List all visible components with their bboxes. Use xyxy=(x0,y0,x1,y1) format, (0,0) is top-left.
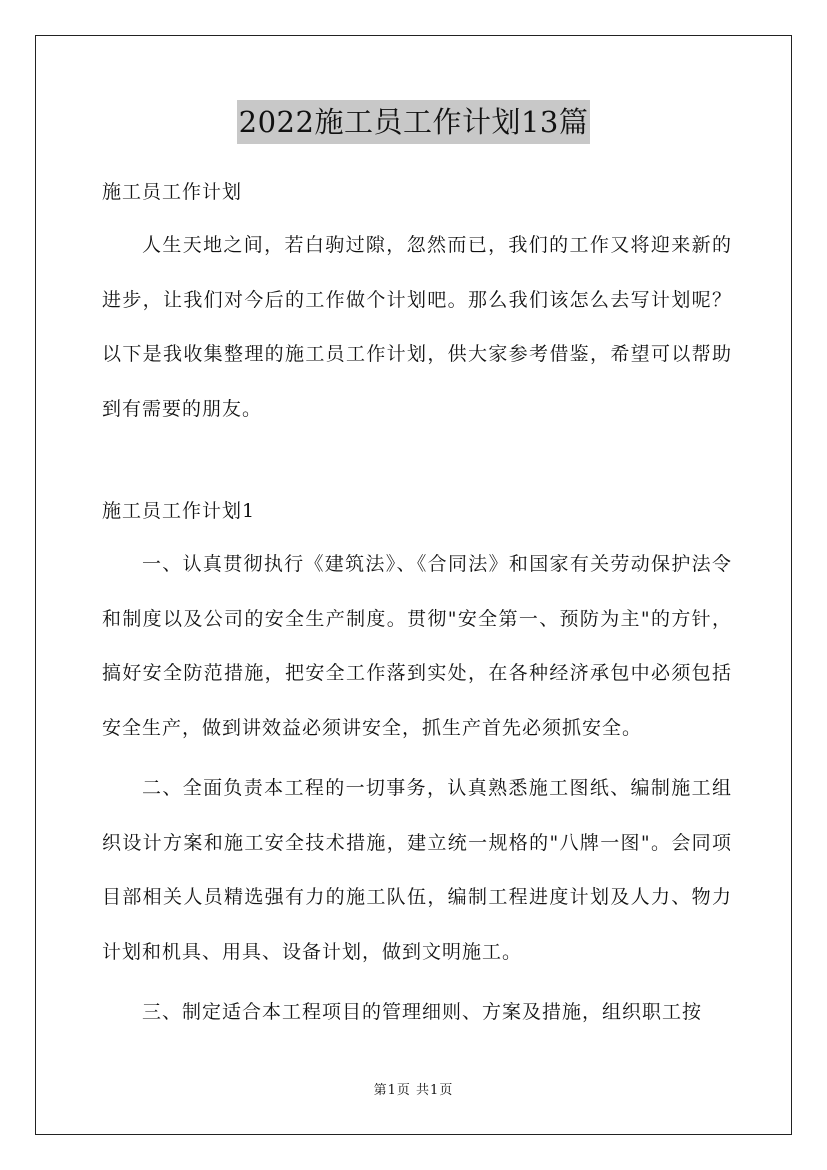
paragraph-2: 二、全面负责本工程的一切事务，认真熟悉施工图纸、编制施工组织设计方案和施工安全技术措施，建立统一规格的"八牌一图"。会同项目部相关人员精选强有力的施工队伍，编制工程进度计划及人力、物力计划和机具、用具、设备计划，做到文明施工。 xyxy=(102,777,732,963)
section-heading-intro: 施工员工作计划 xyxy=(102,181,243,203)
section-heading-1: 施工员工作计划1 xyxy=(102,500,256,522)
paragraph-3: 三、制定适合本工程项目的管理细则、方案及措施，组织职工按 xyxy=(142,1001,703,1023)
paragraph-1: 一、认真贯彻执行《建筑法》、《合同法》和国家有关劳动保护法令和制度以及公司的安全生产制度。贯彻"安全第一、预防为主"的方针，搞好安全防范措施，把安全工作落到实处，在各种经济承包中必须包括安全生产，做到讲效益必须讲安全，抓生产首先必须抓安全。 xyxy=(102,553,732,739)
document-title-container xyxy=(0,100,827,144)
document-body xyxy=(102,172,732,1040)
intro-paragraph: 人生天地之间，若白驹过隙，忽然而已，我们的工作又将迎来新的进步，让我们对今后的工作做个计划吧。那么我们该怎么去写计划呢？以下是我收集整理的施工员工作计划，供大家参考借鉴，希望可以帮助到有需要的朋友。 xyxy=(102,234,732,420)
document-title: 2022施工员工作计划13篇 xyxy=(237,100,591,144)
page-number: 第1页 共1页 xyxy=(373,1083,454,1098)
